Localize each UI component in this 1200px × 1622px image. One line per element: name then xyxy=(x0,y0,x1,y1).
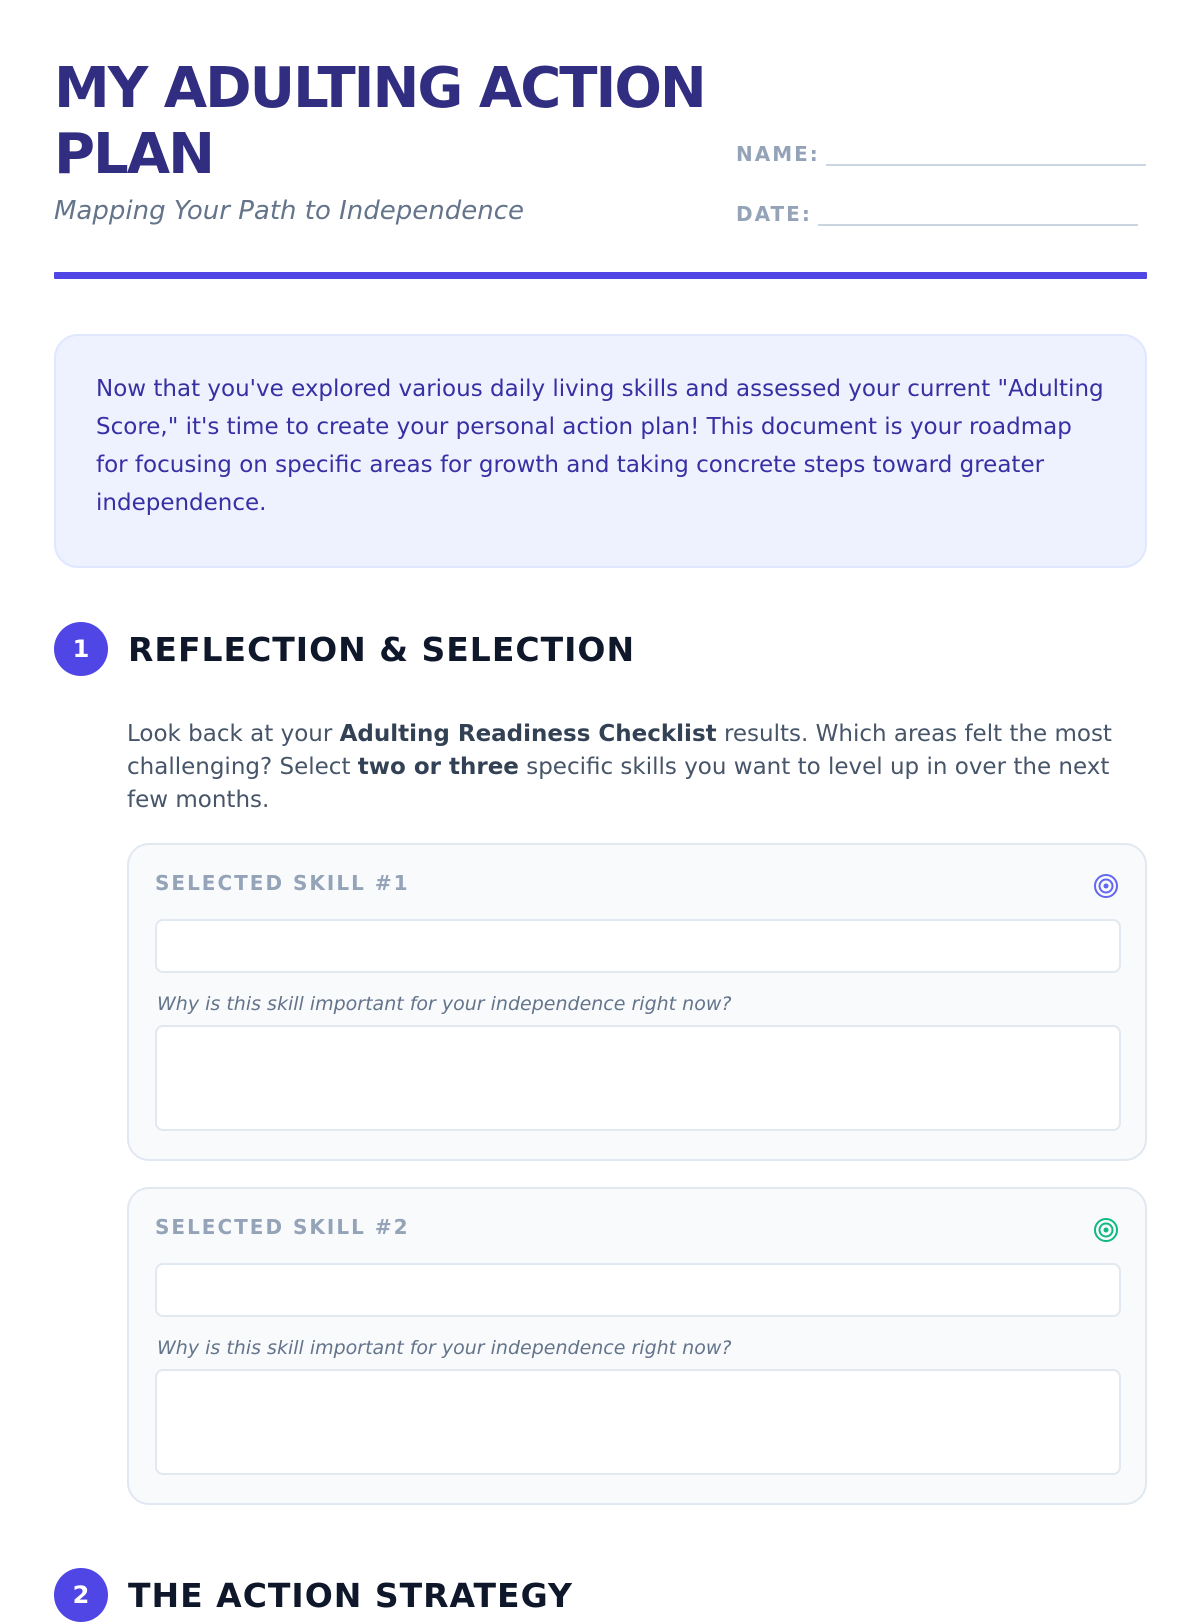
name-row xyxy=(736,138,1146,166)
header-divider xyxy=(54,272,1147,279)
worksheet-page xyxy=(54,0,1147,1615)
skill-card-1 xyxy=(127,843,1147,1161)
section-title: REFLECTION & SELECTION xyxy=(128,629,636,669)
desc-bold-count: two or three xyxy=(357,754,519,780)
skill-prompt: Why is this skill important for your independence right now? xyxy=(157,1337,732,1359)
date-row xyxy=(736,198,1138,226)
intro-text: Now that you've explored various daily living skills and assessed your current "Adulting Score," it's time to create your personal action plan! This document is your roadmap for focusing on specific areas for growth and taking concrete steps toward greater independence. xyxy=(96,376,1104,516)
desc-text: specific skills you want to level up in over the next few months. xyxy=(127,754,1110,813)
name-label: NAME: xyxy=(736,142,820,166)
skill-label: SELECTED SKILL #1 xyxy=(155,871,410,895)
page-subtitle: Mapping Your Path to Independence xyxy=(54,196,525,226)
skill-1-input[interactable] xyxy=(155,919,1121,973)
skill-label: SELECTED SKILL #2 xyxy=(155,1215,410,1239)
page-title: MY ADULTING ACTION PLAN xyxy=(54,56,705,187)
section-1-header xyxy=(54,622,635,676)
section-1-description xyxy=(127,718,1137,817)
desc-text: Look back at your xyxy=(127,721,340,747)
skill-2-reason-textarea[interactable] xyxy=(155,1369,1121,1475)
section-2-header xyxy=(54,1568,573,1622)
section-title: THE ACTION STRATEGY xyxy=(128,1575,573,1615)
intro-box xyxy=(54,334,1147,568)
name-field[interactable] xyxy=(826,138,1146,166)
section-number-badge: 2 xyxy=(54,1568,108,1622)
desc-bold-checklist: Adulting Readiness Checklist xyxy=(339,721,717,747)
target-icon xyxy=(1093,873,1119,899)
date-label: DATE: xyxy=(736,202,812,226)
date-field[interactable] xyxy=(818,198,1138,226)
section-number-badge: 1 xyxy=(54,622,108,676)
skill-card-2 xyxy=(127,1187,1147,1505)
skill-2-input[interactable] xyxy=(155,1263,1121,1317)
skill-prompt: Why is this skill important for your independence right now? xyxy=(157,993,732,1015)
skill-1-reason-textarea[interactable] xyxy=(155,1025,1121,1131)
target-icon xyxy=(1093,1217,1119,1243)
desc-text: results. Which areas felt the most challenging? Select xyxy=(127,721,1112,780)
page-header xyxy=(54,0,1147,282)
